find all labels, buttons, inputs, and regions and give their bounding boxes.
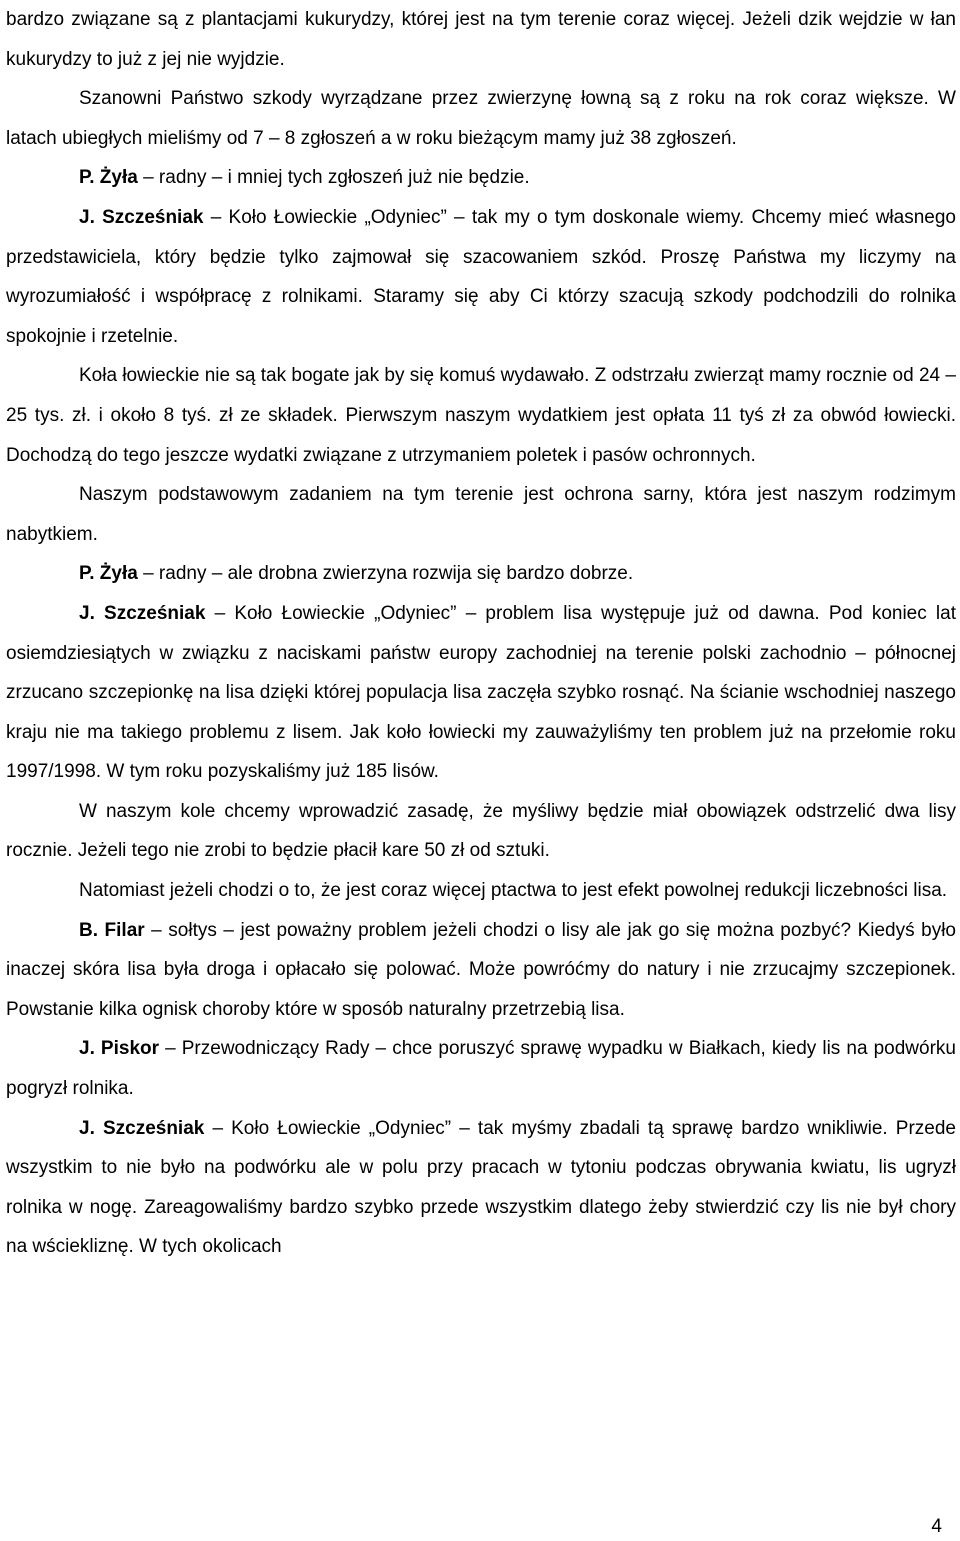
paragraph [6,1029,956,1108]
paragraph-text: – Koło Łowieckie „Odyniec” – tak myśmy zbadali tą sprawę bardzo wnikliwie. Przede wszystkim to nie było na podwórku ale w polu przy pracach w tytoniu podczas obrywania kwiatu, lis ugryzł rolnika w nogę. Zareagowaliśmy bardzo szybko przede wszystkim dlatego żeby stwierdzić czy lis nie był chory na wściekliznę. W tych okolicach [6,1117,956,1258]
paragraph-text: bardzo związane są z plantacjami kukurydzy, której jest na tym terenie coraz więcej. Jeżeli dzik wejdzie w łan kukurydzy to już z jej nie wyjdzie. [6,9,956,70]
paragraph-text: – Koło Łowieckie „Odyniec” – tak my o tym doskonale wiemy. Chcemy mieć własnego przedstawiciela, który będzie tylko zajmował się szacowaniem szkód. Proszę Państwa my liczymy na wyrozumiałość i współpracę z rolnikami. Staramy się aby Ci którzy szacują szkody podchodzili do rolnika spokojnie i rzetelnie. [6,206,956,347]
paragraph [6,1109,956,1267]
paragraph-text: – radny – ale drobna zwierzyna rozwija się bardzo dobrze. [137,563,634,585]
speaker-name: B. Filar [79,919,145,941]
paragraph-text: – Koło Łowieckie „Odyniec” – problem lisa występuje już od dawna. Pod koniec lat osiemdziesiątych w związku z naciskami państw europy zachodniej na terenie polski zachodnio – północnej zrzucano szczepionkę na lisa dzięki której populacja lisa zaczęła szybko rosnąć. Na ścianie wschodniej naszego kraju nie ma takiego problemu z lisem. Jak koło łowiecki my zauważyliśmy ten problem już na przełomie roku 1997/1998. W tym roku pozyskaliśmy już 185 lisów. [6,602,956,783]
paragraph [6,158,956,198]
paragraph [6,554,956,594]
paragraph [6,911,956,1030]
paragraph [6,475,956,554]
speaker-name: J. Szcześniak [79,206,204,228]
paragraph-text: – Przewodniczący Rady – chce poruszyć sprawę wypadku w Białkach, kiedy lis na podwórku pogryzł rolnika. [6,1038,956,1100]
speaker-name: J. Szcześniak [79,1117,205,1139]
speaker-name: P. Żyła [79,167,138,189]
paragraph-text: – radny – i mniej tych zgłoszeń już nie będzie. [137,167,530,189]
paragraph-text: Naszym podstawowym zadaniem na tym terenie jest ochrona sarny, która jest naszym rodzimym nabytkiem. [6,484,956,545]
paragraph-text: – sołtys – jest poważny problem jeżeli chodzi o lisy ale jak go się można pozbyć? Kiedyś było inaczej skóra lisa była droga i opłacało się polować. Może powróćmy do natury i nie zrzucajmy szczepionek. Powstanie kilka ognisk choroby które w sposób naturalny przetrzebią lisa. [6,919,957,1020]
paragraph [6,198,956,356]
paragraph [6,594,956,792]
page-number: 4 [931,1516,942,1537]
paragraph [6,0,956,79]
document-page [6,0,956,1267]
speaker-name: J. Szcześniak [79,602,206,624]
paragraph-text: Natomiast jeżeli chodzi o to, że jest coraz więcej ptactwa to jest efekt powolnej redukcji liczebności lisa. [79,880,948,902]
speaker-name: P. Żyła [79,563,138,585]
paragraph [6,79,956,158]
paragraph [6,792,956,871]
paragraph [6,356,956,475]
paragraph-text: W naszym kole chcemy wprowadzić zasadę, że myśliwy będzie miał obowiązek odstrzelić dwa lisy rocznie. Jeżeli tego nie zrobi to będzie płacił kare 50 zł od sztuki. [6,800,956,862]
paragraph [6,871,956,911]
paragraph-text: Szanowni Państwo szkody wyrządzane przez zwierzynę łowną są z roku na rok coraz większe. W latach ubiegłych mieliśmy od 7 – 8 zgłoszeń a w roku bieżącym mamy już 38 zgłoszeń. [6,88,956,149]
speaker-name: J. Piskor [79,1038,160,1060]
paragraph-text: Koła łowieckie nie są tak bogate jak by się komuś wydawało. Z odstrzału zwierząt mamy rocznie od 24 – 25 tys. zł. i około 8 tyś. zł ze składek. Pierwszym naszym wydatkiem jest opłata 11 tyś zł za obwód łowiecki. Dochodzą do tego jeszcze wydatki związane z utrzymaniem poletek i pasów ochronnych. [6,365,956,466]
